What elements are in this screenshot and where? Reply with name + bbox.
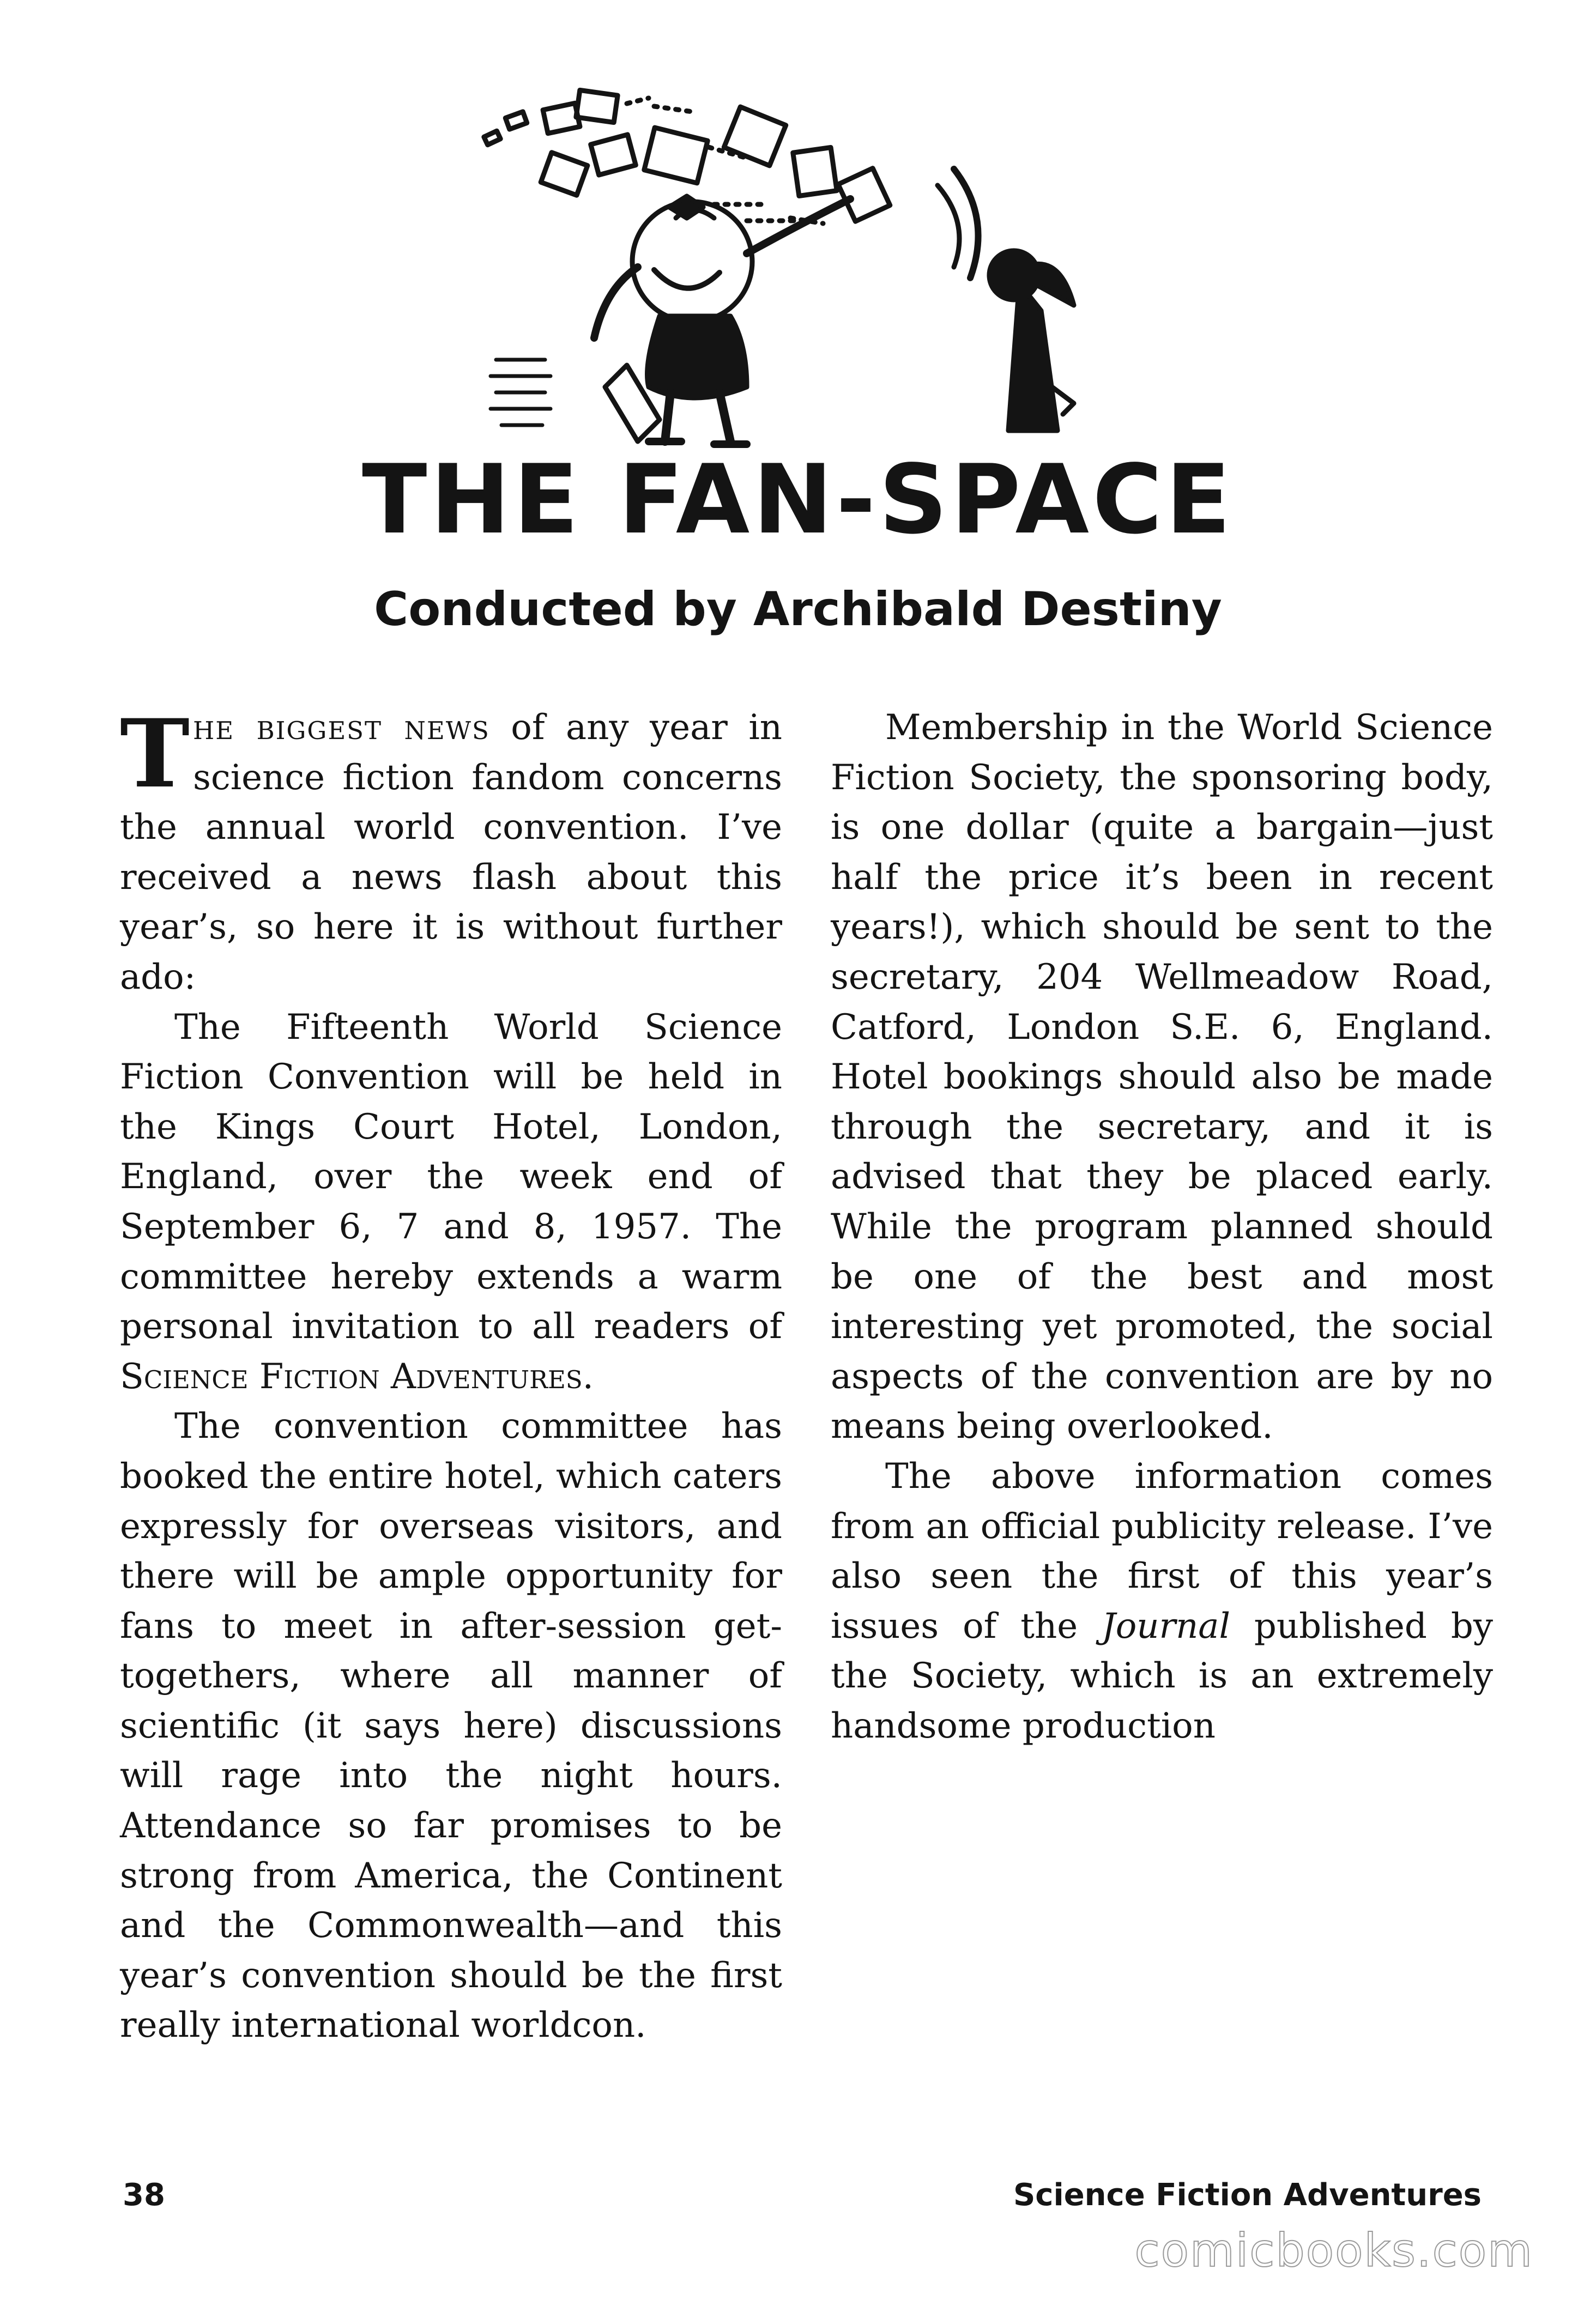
watermark: comicbooks.com (1134, 2224, 1533, 2277)
magazine-name: Science Fiction Adven​tures (120, 1356, 583, 1397)
column-right (831, 703, 1493, 1751)
paragraph-2 (120, 1003, 782, 1402)
paragraph-5 (831, 1452, 1493, 1752)
paragraph-4-text: Membership in the World Science Fiction Society, the sponsoring body, is one dol​lar (quite a bargain—just half the price it’s been in recent years!), which should be sent to the secretary, 204 Well​meadow Road, Catford, Lon​don S.E. 6, England. Hotel bookings should also be made through the secretary, and it is advised that they be placed early. While the program planned should be one of the best and most interesting yet promoted, the social aspects of the convention are by no means being overlooked. (831, 707, 1493, 1447)
article-title: THE FAN-SPACE (362, 445, 1234, 555)
page-number: 38 (123, 2177, 165, 2213)
lead-in: he biggest news (193, 707, 490, 748)
article-byline: Conducted by Archibald Destiny (374, 582, 1222, 637)
paragraph-2-end: . (582, 1356, 594, 1397)
paragraph-2-text: The Fifteenth World Sci​ence Fiction Convention will be held in the Kings Court Hotel, London, England, over the week end of September 6, 7 and 8, 1957. The committee hereby extends a warm per​sonal invitation to all readers of (120, 1007, 782, 1347)
speed-lines (491, 360, 551, 425)
paragraph-4 (831, 703, 1493, 1452)
paragraph-3-text: The convention committee has booked the entire hotel, which caters expressly for overseas visitors, and there will be ample opportunity for fans to meet in after-session get-togethers, where all man​ner of scientific (it says here) discussions will rage into the night hours. Attendance so far promises to be strong from America, the Continent and the Commonwealth—and this year’s convention should be the first really internation​al worldcon. (120, 1406, 782, 2046)
paragraph-3 (120, 1402, 782, 2051)
journal-title: Journal (1102, 1606, 1230, 1647)
drop-cap: T (120, 698, 190, 809)
column-left (120, 698, 782, 2051)
paragraph-5-text-a: The above information comes from an official pub​licity release. I’ve also seen the first of this year’s issues of the (831, 1456, 1493, 1647)
paragraph-1 (120, 698, 782, 1003)
radar-dish (938, 169, 1074, 431)
magazine-footer: Science Fiction Adventures (1013, 2177, 1482, 2213)
paragraph-5-text-b: published by the Society, which is an ex​tremely handsome production (831, 1606, 1494, 1746)
header-illustration (463, 82, 1145, 469)
man-character (594, 196, 850, 444)
paragraph-1-text: of any year in science fiction fan​dom concerns the annual world convention. I’ve receiv​ed a news flash about this year’s, so here it is without further ado: (120, 707, 782, 997)
